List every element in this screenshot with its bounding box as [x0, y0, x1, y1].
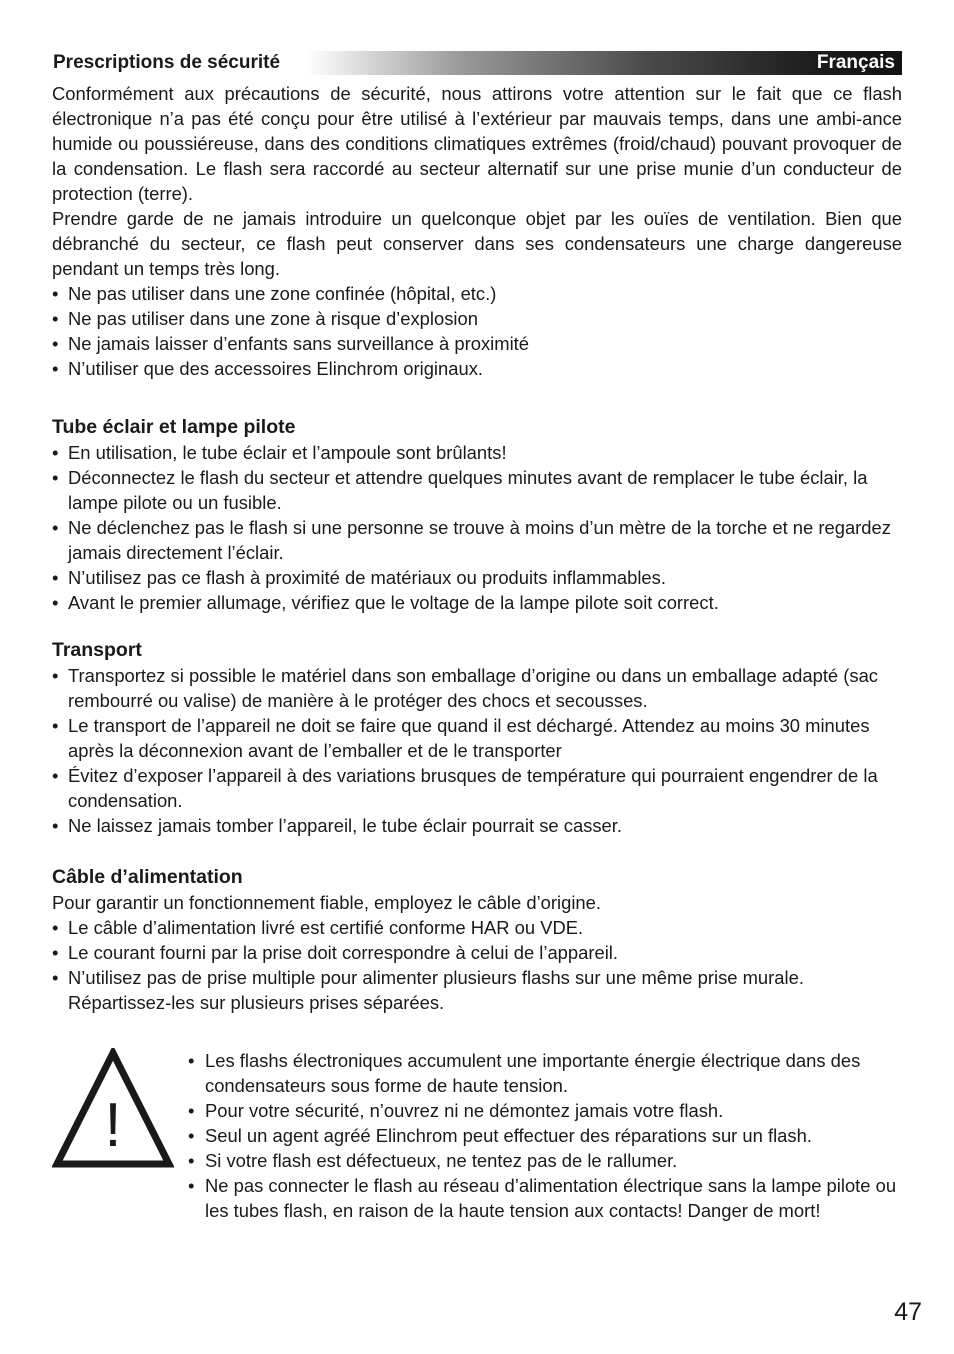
- section-title-cable: Câble d’alimentation: [52, 866, 243, 888]
- list-item: • N’utiliser que des accessoires Elinchrom originaux.: [52, 356, 902, 381]
- list-item: • Si votre flash est défectueux, ne tentez pas de le rallumer.: [188, 1148, 902, 1173]
- list-item: • Ne pas utiliser dans une zone à risque d’explosion: [52, 306, 902, 331]
- list-item: • Ne pas connecter le flash au réseau d’alimentation électrique sans la lampe pilote ou les tubes flash, en raison de la haute tension aux contacts! Danger de mort!: [188, 1173, 902, 1223]
- list-item: • Ne déclenchez pas le flash si une personne se trouve à moins d’un mètre de la torche et ne regardez jamais directement l’éclair.: [52, 515, 902, 565]
- list-item: • En utilisation, le tube éclair et l’ampoule sont brûlants!: [52, 440, 902, 465]
- document-body: [52, 81, 902, 1015]
- list-item: • N’utilisez pas de prise multiple pour alimenter plusieurs flashs sur une même prise murale. Répartissez-les sur plusieurs prises séparées.: [52, 965, 902, 1015]
- section-title-transport: Transport: [52, 639, 142, 661]
- list-item: • N’utilisez pas ce flash à proximité de matériaux ou produits inflammables.: [52, 565, 902, 590]
- intro-paragraph: Prendre garde de ne jamais introduire un quelconque objet par les ouïes de ventilation. Bien que débranché du secteur, ce flash peut conserver dans ses condensateurs une charge dangereuse pendant un temps très long.: [52, 208, 902, 279]
- intro-bullet-list: [52, 281, 902, 381]
- section-header-bar: [52, 51, 902, 75]
- warning-bullet-list: [188, 1048, 902, 1223]
- transport-bullet-list: [52, 663, 902, 838]
- list-item: • Ne pas utiliser dans une zone confinée (hôpital, etc.): [52, 281, 902, 306]
- list-item: • Pour votre sécurité, n’ouvrez ni ne démontez jamais votre flash.: [188, 1098, 902, 1123]
- warning-triangle-icon: [52, 1048, 174, 1170]
- list-item: • Les flashs électroniques accumulent une importante énergie électrique dans des condensateurs sous forme de haute tension.: [188, 1048, 902, 1098]
- list-item: • Avant le premier allumage, vérifiez que le voltage de la lampe pilote soit correct.: [52, 590, 902, 615]
- list-item: • Le câble d’alimentation livré est certifié conforme HAR ou VDE.: [52, 915, 902, 940]
- section-title-tube: Tube éclair et lampe pilote: [52, 416, 296, 438]
- list-item: • Le transport de l’appareil ne doit se faire que quand il est déchargé. Attendez au moins 30 minutes après la déconnexion avant de l’emballer et de le transporter: [52, 713, 902, 763]
- language-label: Français: [816, 52, 895, 73]
- list-item: • Le courant fourni par la prise doit correspondre à celui de l’appareil.: [52, 940, 902, 965]
- list-item: • Ne jamais laisser d’enfants sans surveillance à proximité: [52, 331, 902, 356]
- list-item: • Seul un agent agréé Elinchrom peut effectuer des réparations sur un flash.: [188, 1123, 902, 1148]
- list-item: • Évitez d’exposer l’appareil à des variations brusques de température qui pourraient engendrer de la condensation.: [52, 763, 902, 813]
- cable-bullet-list: [52, 915, 902, 1015]
- page-number: 47: [894, 1298, 922, 1326]
- list-item: • Ne laissez jamais tomber l’appareil, le tube éclair pourrait se casser.: [52, 813, 902, 838]
- list-item: • Transportez si possible le matériel dans son emballage d’origine ou dans un emballage adapté (sac rembourré ou valise) de manière à le protéger des chocs et secousses.: [52, 663, 902, 713]
- tube-bullet-list: [52, 440, 902, 615]
- list-item: • Déconnectez le flash du secteur et attendre quelques minutes avant de remplacer le tube éclair, la lampe pilote ou un fusible.: [52, 465, 902, 515]
- cable-intro: Pour garantir un fonctionnement fiable, employez le câble d’origine.: [52, 892, 601, 913]
- intro-paragraph: Conformément aux précautions de sécurité, nous attirons votre attention sur le fait que ce flash électronique n’a pas été conçu pour être utilisé à l’extérieur par mauvais temps, dans une ambi-ance humide ou poussiéreuse, dans des conditions climatiques extrêmes (froid/chaud) pouvant provoquer de la condensation. Le flash sera raccordé au secteur alternatif sur une prise munie d’un conducteur de protection (terre).: [52, 83, 902, 204]
- warning-symbol: !: [104, 1091, 122, 1160]
- page-title: Prescriptions de sécurité: [53, 52, 281, 73]
